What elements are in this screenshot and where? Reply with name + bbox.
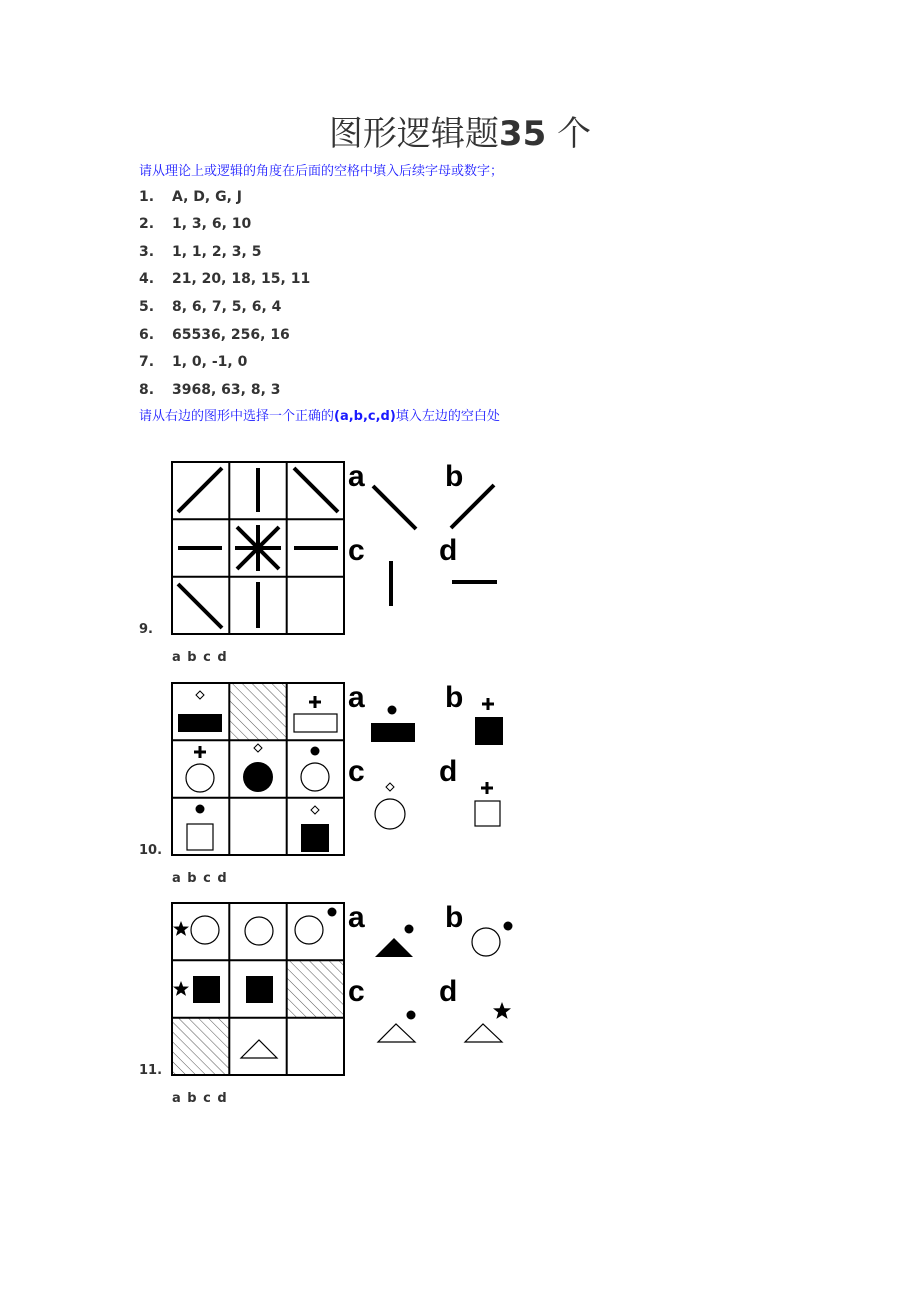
dot-icon xyxy=(311,747,320,756)
question-number: 5. xyxy=(139,299,155,315)
blank-cell xyxy=(288,1019,343,1074)
question-number: 2. xyxy=(139,216,155,232)
figure-instructions-after: 填入左边的空白处 xyxy=(395,409,500,424)
option-d-figure[interactable] xyxy=(465,1002,511,1042)
question-4 xyxy=(139,270,310,288)
outline-square xyxy=(187,824,213,850)
diamond-icon xyxy=(196,691,204,699)
question-number: 7. xyxy=(139,354,155,370)
star-icon xyxy=(173,981,189,996)
question-text: 1, 3, 6, 10 xyxy=(172,216,252,232)
figure-9-options xyxy=(345,456,520,616)
question-number: 6. xyxy=(139,327,155,343)
question-text: 65536, 256, 16 xyxy=(172,327,290,343)
question-1 xyxy=(139,188,242,206)
question-text: A, D, G, J xyxy=(172,189,242,205)
figure-instructions-options: (a,b,c,d) xyxy=(334,409,396,424)
dot-icon xyxy=(328,908,337,917)
plus-icon xyxy=(194,746,206,758)
cell-asterisk xyxy=(235,525,281,571)
filled-square xyxy=(301,824,329,852)
sequence-instructions: 请从理论上或逻辑的角度在后面的空格中填入后续字母或数字； xyxy=(139,164,504,179)
page-title xyxy=(0,112,920,156)
option-d-letter: d xyxy=(439,534,458,567)
question-text: 1, 1, 2, 3, 5 xyxy=(172,244,262,260)
option-a-letter: a xyxy=(348,681,365,714)
outline-circle xyxy=(301,763,329,791)
outline-circle xyxy=(191,916,219,944)
option-a-figure[interactable] xyxy=(371,706,415,743)
outline-rectangle xyxy=(294,714,337,732)
option-c-letter: c xyxy=(348,975,365,1008)
figure-11-options xyxy=(345,897,520,1057)
title-number: 35 xyxy=(498,114,547,154)
cell-diagonal-down xyxy=(294,468,338,512)
blank-cell xyxy=(288,578,343,633)
option-b-figure[interactable] xyxy=(472,922,513,957)
option-b-letter: b xyxy=(445,460,464,493)
figure-10-number: 10. xyxy=(139,843,163,858)
option-c-letter: c xyxy=(348,534,365,567)
question-7 xyxy=(139,353,247,371)
option-c-letter: c xyxy=(348,755,365,788)
option-c-figure[interactable] xyxy=(375,783,405,829)
filled-circle xyxy=(243,762,273,792)
option-a-diagonal-down[interactable] xyxy=(373,486,416,529)
question-number: 8. xyxy=(139,382,155,398)
figure-11-number: 11. xyxy=(139,1063,163,1078)
question-5 xyxy=(139,298,281,316)
diamond-icon xyxy=(311,806,319,814)
question-3 xyxy=(139,243,261,261)
option-c-figure[interactable] xyxy=(378,1011,416,1043)
question-text: 3968, 63, 8, 3 xyxy=(172,382,281,398)
figure-9-answer-options: a b c d xyxy=(172,650,228,665)
option-d-figure[interactable] xyxy=(475,782,500,826)
figure-10-answer-options: a b c d xyxy=(172,871,228,886)
star-icon xyxy=(173,921,189,936)
question-text: 8, 6, 7, 5, 6, 4 xyxy=(172,299,282,315)
plus-icon xyxy=(309,696,321,708)
question-number: 1. xyxy=(139,189,155,205)
title-suffix: 个 xyxy=(557,114,592,154)
hatched-cell xyxy=(229,683,286,740)
option-d-letter: d xyxy=(439,755,458,788)
figure-instructions-before: 请从右边的图形中选择一个正确的 xyxy=(139,409,335,424)
option-b-letter: b xyxy=(445,681,464,714)
option-d-letter: d xyxy=(439,975,458,1008)
question-number: 3. xyxy=(139,244,155,260)
filled-square xyxy=(246,976,273,1003)
filled-square xyxy=(193,976,220,1003)
figure-9-number: 9. xyxy=(139,622,153,637)
outline-circle xyxy=(295,916,323,944)
cell-diagonal-down xyxy=(178,584,222,628)
cell-diagonal-up xyxy=(178,468,222,512)
option-b-figure[interactable] xyxy=(475,698,503,745)
figure-11-answer-options: a b c d xyxy=(172,1091,228,1106)
option-a-figure[interactable] xyxy=(375,925,414,958)
question-text: 1, 0, -1, 0 xyxy=(172,354,248,370)
question-8 xyxy=(139,381,281,399)
blank-cell xyxy=(231,799,285,854)
dot-icon xyxy=(196,805,205,814)
figure-instructions xyxy=(139,408,500,426)
question-6 xyxy=(139,326,290,344)
diamond-icon xyxy=(254,744,262,752)
question-text: 21, 20, 18, 15, 11 xyxy=(172,271,311,287)
title-text: 图形逻辑题 xyxy=(328,114,499,154)
question-2 xyxy=(139,215,251,233)
hatched-cell xyxy=(287,960,344,1017)
outline-circle xyxy=(245,917,273,945)
hatched-cell xyxy=(172,1018,229,1075)
option-a-letter: a xyxy=(348,460,365,493)
option-b-letter: b xyxy=(445,901,464,934)
option-a-letter: a xyxy=(348,901,365,934)
figure-10-options xyxy=(345,677,520,837)
filled-rectangle xyxy=(178,714,222,732)
outline-circle xyxy=(186,764,214,792)
outline-triangle xyxy=(241,1040,277,1058)
question-number: 4. xyxy=(139,271,155,287)
